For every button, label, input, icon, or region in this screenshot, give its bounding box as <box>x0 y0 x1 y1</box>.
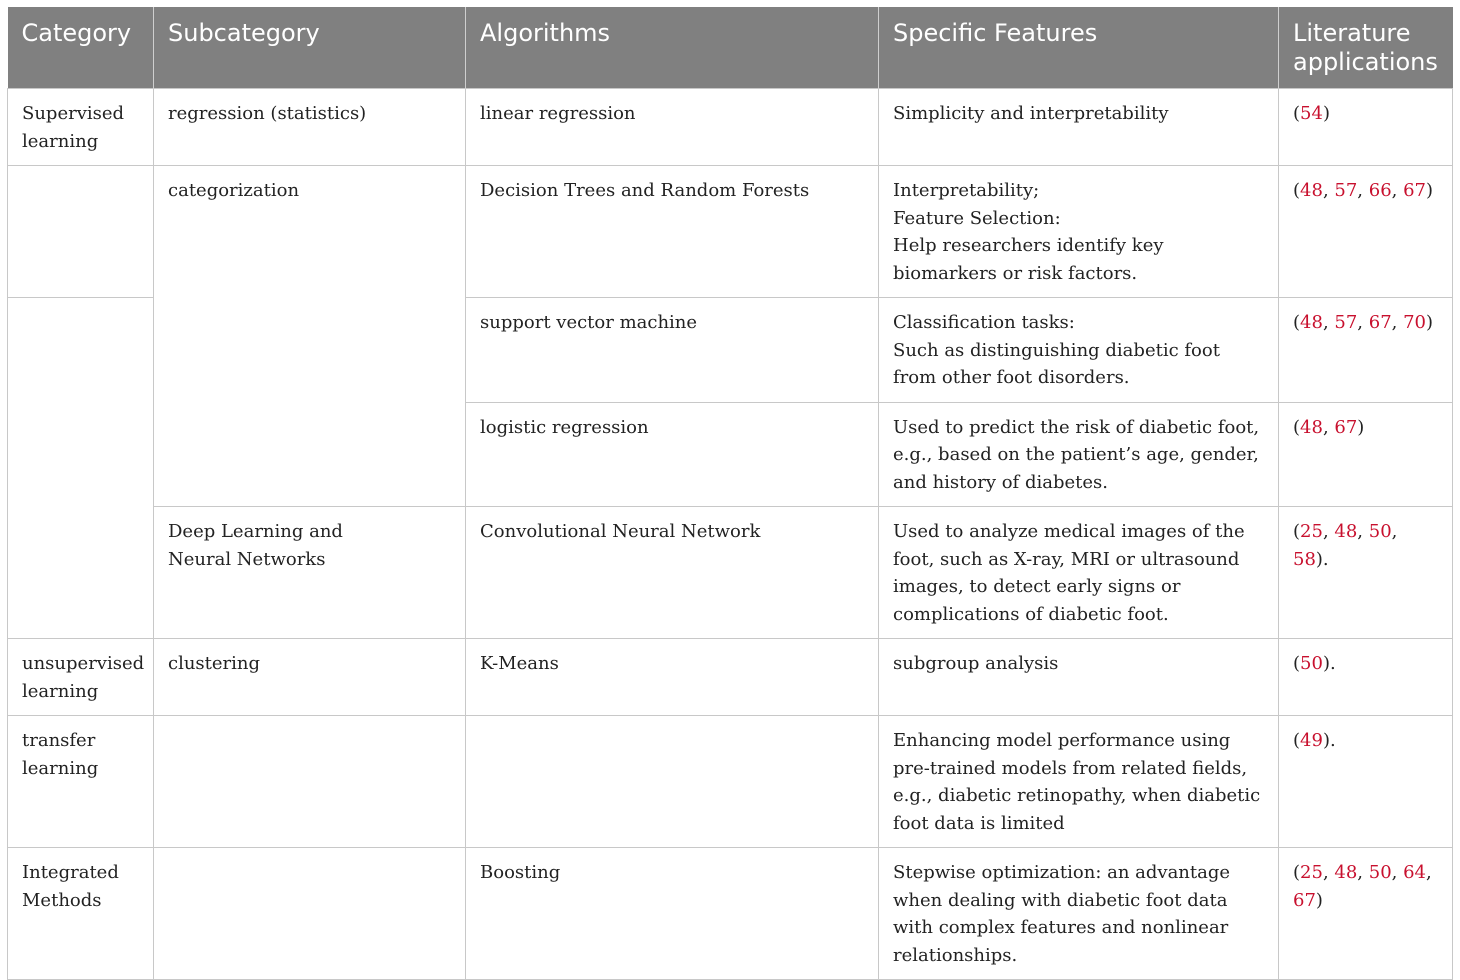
cell-subcategory: Deep Learning and Neural Networks <box>154 507 466 639</box>
reference-link[interactable]: 48 <box>1300 416 1323 438</box>
reference-link[interactable]: 58 <box>1293 548 1316 570</box>
reference-link[interactable]: 50 <box>1368 521 1392 542</box>
reference-link[interactable]: 48 <box>1300 180 1323 201</box>
table-container <box>7 7 1452 980</box>
cell-subcategory: regression (statistics) <box>154 89 466 166</box>
table-row <box>8 639 1453 716</box>
cell-refs: (25, 48, 50, 58). <box>1279 507 1453 639</box>
reference-link[interactable]: 66 <box>1368 180 1392 201</box>
reference-link[interactable]: 50 <box>1368 862 1392 883</box>
cell-algorithm: linear regression <box>466 89 879 166</box>
reference-link[interactable]: 67 <box>1368 312 1392 333</box>
reference-link[interactable]: 67 <box>1293 889 1316 911</box>
cell-refs: (25, 48, 50, 64, 67) <box>1279 848 1453 980</box>
cell-features: Classification tasks: Such as distinguishing diabetic foot from other foot disorders. <box>879 298 1279 403</box>
table-row <box>8 848 1453 980</box>
cell-refs: (48, 67) <box>1279 402 1453 507</box>
header-subcategory: Subcategory <box>154 7 466 89</box>
cell-algorithm <box>466 716 879 848</box>
reference-link[interactable]: 25 <box>1300 521 1323 542</box>
reference-link[interactable]: 25 <box>1300 862 1323 883</box>
cell-algorithm: Boosting <box>466 848 879 980</box>
cell-subcategory <box>154 716 466 848</box>
cell-features: Used to analyze medical images of the foot, such as X-ray, MRI or ultrasound images, to detect early signs or complications of diabetic foot. <box>879 507 1279 639</box>
cell-features: Enhancing model performance using pre-trained models from related fields, e.g., diabetic retinopathy, when diabetic foot data is limited <box>879 716 1279 848</box>
cell-subcategory <box>154 848 466 980</box>
cell-algorithm: K-Means <box>466 639 879 716</box>
reference-link[interactable]: 64 <box>1403 862 1427 883</box>
cell-category-empty <box>8 298 154 639</box>
cell-category: Supervised learning <box>8 89 154 166</box>
ml-methods-table <box>7 7 1453 980</box>
cell-algorithm: Decision Trees and Random Forests <box>466 166 879 298</box>
cell-algorithm: Convolutional Neural Network <box>466 507 879 639</box>
reference-link[interactable]: 48 <box>1334 862 1358 883</box>
reference-link[interactable]: 57 <box>1334 312 1358 333</box>
table-header <box>8 7 1453 89</box>
cell-subcategory: categorization <box>154 166 466 507</box>
header-algorithms: Algorithms <box>466 7 879 89</box>
cell-category: unsupervised learning <box>8 639 154 716</box>
reference-link[interactable]: 57 <box>1334 180 1358 201</box>
cell-algorithm: logistic regression <box>466 402 879 507</box>
header-row <box>8 7 1453 89</box>
cell-category: transfer learning <box>8 716 154 848</box>
reference-link[interactable]: 67 <box>1334 416 1358 438</box>
cell-features: subgroup analysis <box>879 639 1279 716</box>
cell-refs: (50). <box>1279 639 1453 716</box>
cell-refs: (54) <box>1279 89 1453 166</box>
reference-link[interactable]: 48 <box>1300 312 1323 333</box>
reference-link[interactable]: 49 <box>1300 730 1323 751</box>
table-row <box>8 507 1453 639</box>
cell-refs: (49). <box>1279 716 1453 848</box>
cell-refs: (48, 57, 66, 67) <box>1279 166 1453 298</box>
reference-link[interactable]: 54 <box>1300 103 1323 124</box>
header-category: Category <box>8 7 154 89</box>
header-literature-applications: Literature applications <box>1279 7 1453 89</box>
cell-algorithm: support vector machine <box>466 298 879 403</box>
table-row <box>8 716 1453 848</box>
table-row <box>8 166 1453 298</box>
cell-category: Integrated Methods <box>8 848 154 980</box>
table-row <box>8 89 1453 166</box>
cell-category-empty <box>8 166 154 298</box>
cell-features: Stepwise optimization: an advantage when dealing with diabetic foot data with complex features and nonlinear relationships. <box>879 848 1279 980</box>
cell-features: Simplicity and interpretability <box>879 89 1279 166</box>
reference-link[interactable]: 70 <box>1403 312 1427 333</box>
cell-features: Used to predict the risk of diabetic foot, e.g., based on the patient’s age, gender, and history of diabetes. <box>879 402 1279 507</box>
cell-features: Interpretability; Feature Selection: Help researchers identify key biomarkers or risk factors. <box>879 166 1279 298</box>
reference-link[interactable]: 50 <box>1300 653 1323 674</box>
reference-link[interactable]: 48 <box>1334 521 1358 542</box>
reference-link[interactable]: 67 <box>1403 180 1427 201</box>
header-specific-features: Specific Features <box>879 7 1279 89</box>
cell-refs: (48, 57, 67, 70) <box>1279 298 1453 403</box>
cell-subcategory: clustering <box>154 639 466 716</box>
